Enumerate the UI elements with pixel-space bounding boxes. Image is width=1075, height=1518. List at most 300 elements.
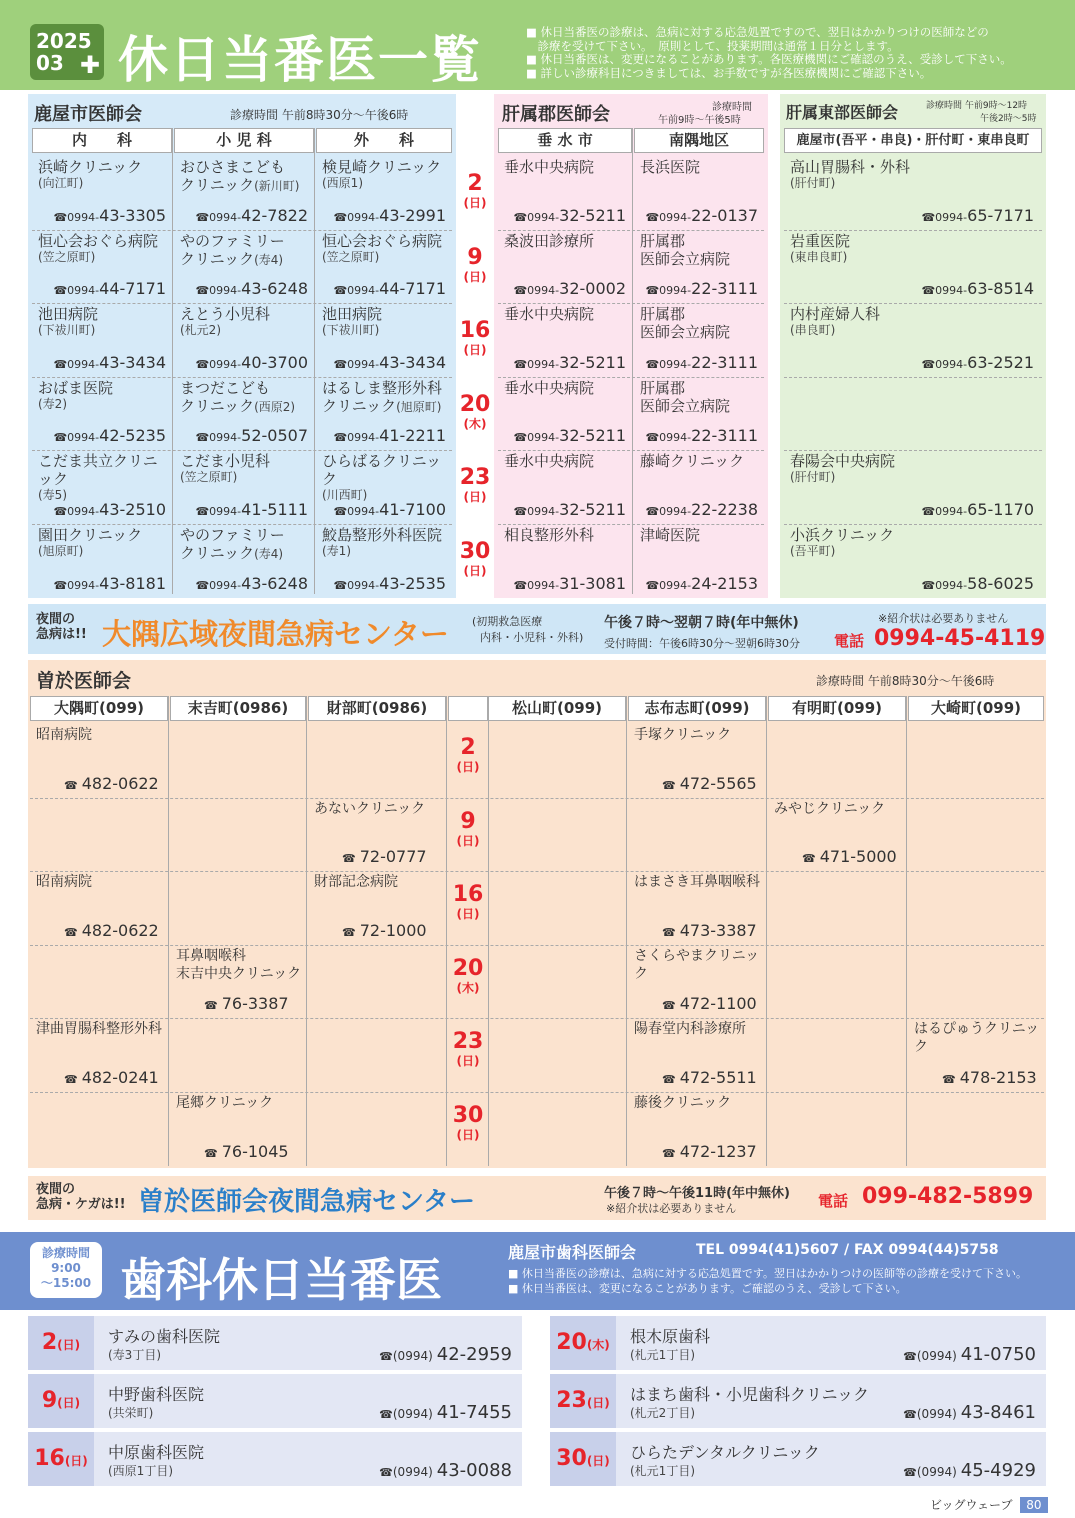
clinic-area: (札元2丁目) bbox=[630, 1406, 695, 1420]
lead-line-2: 急病は!! bbox=[36, 627, 87, 642]
date-day: 23 bbox=[459, 465, 491, 491]
clinic-name: 桑波田診療所 bbox=[504, 231, 595, 250]
phone-number[interactable] bbox=[379, 1344, 512, 1365]
clinic-name: 垂水中央病院 bbox=[504, 452, 595, 471]
center-sub bbox=[472, 614, 583, 646]
phone-icon: ☎ bbox=[942, 1072, 956, 1086]
column-header: 末吉町(0986) bbox=[170, 696, 306, 721]
clinic-name: さくらやまクリニック bbox=[634, 947, 760, 982]
column-divider bbox=[172, 128, 173, 594]
row-divider bbox=[498, 450, 764, 451]
phone-number[interactable] bbox=[379, 1402, 512, 1423]
phone-number[interactable] bbox=[645, 574, 758, 593]
phone-number[interactable] bbox=[662, 774, 757, 793]
tel-digits: 472-1100 bbox=[679, 994, 757, 1014]
badge-line: 診療時間 bbox=[41, 1246, 90, 1260]
doctor-cell bbox=[308, 947, 446, 1017]
phone-icon: ☎ bbox=[379, 1350, 393, 1363]
phone-number[interactable] bbox=[513, 353, 626, 372]
clinic-name: おばま医院 bbox=[38, 378, 114, 397]
clinic-name: まつだこども bbox=[180, 378, 271, 397]
phone-icon: ☎ bbox=[64, 778, 78, 792]
soo-night-center-banner bbox=[28, 1176, 1046, 1220]
date-weekday: (日) bbox=[57, 1396, 81, 1410]
row-divider bbox=[498, 230, 764, 231]
doctor-cell bbox=[32, 379, 172, 449]
doctor-cell bbox=[32, 452, 172, 522]
tel-prefix: ☎0994- bbox=[333, 578, 380, 592]
dental-date bbox=[550, 1374, 616, 1428]
phone-number[interactable] bbox=[903, 1402, 1036, 1423]
phone-number[interactable] bbox=[513, 426, 626, 445]
tel-prefix: ☎0994- bbox=[645, 284, 692, 298]
note-line: ■ 休日当番医の診療は、急病に対する応急処置ですので、翌日はかかりつけの医師などの bbox=[526, 25, 989, 39]
phone-number[interactable] bbox=[513, 500, 626, 519]
row-divider bbox=[498, 303, 764, 304]
dental-row bbox=[550, 1316, 1046, 1370]
row-divider bbox=[498, 377, 764, 378]
date-day: 30 bbox=[459, 539, 491, 564]
section-hours: 診療時間 午前8時30分～午後6時 bbox=[230, 108, 409, 122]
clinic-name: おひさまこども bbox=[180, 158, 286, 176]
phone-icon: ☎ bbox=[662, 925, 676, 939]
dental-row bbox=[550, 1432, 1046, 1486]
column-header: 鹿屋市(吾平・串良)・肝付町・東串良町 bbox=[784, 128, 1042, 153]
page-title: 休日当番医一覧 bbox=[118, 31, 482, 89]
doctor-cell bbox=[628, 1020, 766, 1090]
tel-digits: 22-2238 bbox=[691, 499, 758, 519]
clinic-name: 肝属郡 bbox=[640, 305, 686, 324]
section-hours-1: 診療時間 bbox=[712, 102, 752, 113]
phone-number[interactable] bbox=[64, 774, 159, 793]
clinic-name: 垂水中央病院 bbox=[504, 378, 595, 397]
clinic-area: (西原2) bbox=[254, 399, 296, 414]
clinic-name-2 bbox=[174, 397, 314, 415]
tel-digits: 43-6248 bbox=[241, 279, 308, 299]
date-weekday: (日) bbox=[586, 1396, 610, 1410]
doctor-cell bbox=[908, 873, 1044, 943]
phone-number[interactable] bbox=[645, 500, 758, 519]
doctor-cell bbox=[628, 726, 766, 796]
phone-icon: ☎ bbox=[64, 925, 78, 939]
phone-number[interactable] bbox=[53, 279, 166, 298]
date-day: 20 bbox=[452, 955, 484, 981]
doctor-cell bbox=[498, 526, 632, 596]
clinic-name: 池田病院 bbox=[322, 305, 383, 324]
section-title: 鹿屋市医師会 bbox=[34, 104, 142, 125]
column-header: 志布志町(099) bbox=[628, 696, 766, 721]
row-divider bbox=[32, 303, 452, 304]
tel-label: 電話 bbox=[834, 632, 865, 650]
phone-number[interactable] bbox=[204, 1142, 289, 1161]
dental-banner bbox=[0, 1232, 1075, 1310]
phone-number[interactable] bbox=[921, 574, 1034, 593]
tel-number[interactable]: 099-482-5899 bbox=[862, 1184, 1034, 1209]
badge-line: 9:00 bbox=[51, 1261, 81, 1275]
night-center-banner bbox=[28, 604, 1046, 654]
column-divider bbox=[168, 696, 169, 1166]
date-day: 2 bbox=[467, 171, 483, 196]
date-label bbox=[448, 957, 488, 995]
row-divider bbox=[784, 377, 1042, 378]
phone-number[interactable] bbox=[53, 426, 166, 445]
date-label bbox=[448, 736, 488, 774]
tel-digits: 482-0622 bbox=[81, 920, 159, 940]
phone-number[interactable] bbox=[195, 426, 308, 445]
clinic-name: ひらばるクリニック bbox=[322, 452, 442, 489]
phone-number[interactable] bbox=[645, 206, 758, 225]
tel-digits: 32-5211 bbox=[559, 205, 626, 225]
dental-title: 歯科休日当番医 bbox=[120, 1253, 442, 1307]
dental-contact: TEL 0994(41)5607 / FAX 0994(44)5758 bbox=[696, 1242, 999, 1258]
row-divider bbox=[30, 798, 1044, 799]
tel-number[interactable]: 0994-45-4119 bbox=[874, 626, 1046, 651]
dental-row bbox=[28, 1432, 522, 1486]
phone-number[interactable] bbox=[64, 921, 159, 940]
phone-icon: ☎ bbox=[662, 1072, 676, 1086]
date-label bbox=[455, 246, 495, 284]
tel-prefix: ☎0994- bbox=[333, 210, 380, 224]
doctor-cell bbox=[628, 873, 766, 943]
doctor-cell bbox=[908, 800, 1044, 870]
clinic-name: 恒心会おぐら病院 bbox=[38, 231, 159, 250]
tel-prefix: ☎0994- bbox=[53, 357, 100, 371]
clinic-name-2: 医師会立病院 bbox=[640, 323, 731, 342]
clinic-name: こだま小児科 bbox=[180, 452, 271, 471]
clinic-area: (笠之原町) bbox=[38, 249, 96, 264]
clinic-name-2 bbox=[174, 176, 314, 194]
phone-number[interactable] bbox=[513, 279, 626, 298]
clinic-name: 検見崎クリニック bbox=[322, 158, 442, 176]
clinic-name: はるぴゅうクリニック bbox=[914, 1021, 1040, 1056]
doctor-cell bbox=[316, 452, 452, 522]
doctor-cell bbox=[308, 726, 446, 796]
row-divider bbox=[32, 230, 452, 231]
date-weekday: (日) bbox=[586, 1454, 610, 1468]
header-banner bbox=[0, 0, 1075, 90]
tel-prefix: ☎0994- bbox=[333, 504, 380, 518]
tel-digits: 72-1000 bbox=[359, 920, 427, 940]
clinic-name: 根木原歯科 bbox=[630, 1327, 711, 1346]
clinic-area: (寿1) bbox=[322, 544, 351, 558]
clinic-name-2 bbox=[316, 397, 452, 415]
doctor-cell bbox=[170, 873, 306, 943]
date-label bbox=[455, 172, 495, 210]
phone-number[interactable] bbox=[195, 353, 308, 372]
note-line: ■ 休日当番医は、変更になることがあります。各医療機関にご確認のうえ、受診して下さい。 bbox=[526, 52, 1012, 66]
lead-line-2: 急病・ケガは!! bbox=[36, 1197, 126, 1212]
tel-digits: 44-7171 bbox=[99, 279, 166, 299]
tel-prefix: ☎0994- bbox=[645, 504, 692, 518]
row-divider bbox=[30, 945, 1044, 946]
column-divider bbox=[766, 696, 767, 1166]
doctor-cell bbox=[634, 232, 764, 302]
phone-number[interactable] bbox=[921, 279, 1034, 298]
tel-digits: 42-2959 bbox=[436, 1344, 512, 1365]
clinic-name: 春陽会中央病院 bbox=[790, 452, 896, 471]
doctor-cell bbox=[784, 379, 1040, 449]
clinic-name: あないクリニック bbox=[314, 800, 426, 817]
date-day: 16 bbox=[459, 318, 491, 344]
row-divider bbox=[498, 524, 764, 525]
tel-prefix: ☎0994- bbox=[195, 210, 242, 224]
plus-icon: ✚ bbox=[79, 51, 100, 79]
doctor-cell bbox=[30, 800, 168, 870]
date-day: 2 bbox=[41, 1330, 58, 1355]
tel-digits: 40-3700 bbox=[241, 352, 308, 372]
tel-label: 電話 bbox=[818, 1192, 849, 1210]
tel-digits: 52-0507 bbox=[241, 426, 308, 446]
date-label bbox=[448, 1104, 488, 1142]
clinic-name: 相良整形外科 bbox=[504, 526, 595, 544]
tel-digits: 24-2153 bbox=[691, 573, 758, 593]
header-notes bbox=[526, 26, 1066, 80]
tel-digits: 72-0777 bbox=[359, 847, 427, 867]
doctor-cell bbox=[768, 873, 906, 943]
column-header: 南隅地区 bbox=[634, 128, 764, 153]
column-header: 小 児 科 bbox=[174, 128, 314, 153]
tel-digits: 41-7100 bbox=[379, 499, 446, 519]
clinic-name-line2: クリニック bbox=[180, 544, 255, 562]
dental-notes bbox=[508, 1266, 1027, 1296]
phone-icon: ☎ bbox=[662, 999, 676, 1013]
clinic-area: (肝付町) bbox=[790, 176, 836, 190]
soo-section bbox=[28, 660, 1046, 1168]
phone-number[interactable] bbox=[333, 353, 446, 372]
phone-number[interactable] bbox=[195, 206, 308, 225]
tel-digits: 43-6248 bbox=[241, 573, 308, 593]
row-divider bbox=[32, 524, 452, 525]
tel-prefix: ☎0994- bbox=[195, 578, 242, 592]
doctor-cell bbox=[488, 800, 626, 870]
clinic-area: (札元1丁目) bbox=[630, 1348, 695, 1362]
clinic-area: (札元2) bbox=[180, 323, 221, 338]
row-divider bbox=[784, 303, 1042, 304]
footer bbox=[930, 1496, 1048, 1513]
date-label bbox=[455, 319, 495, 357]
phone-icon: ☎ bbox=[662, 778, 676, 792]
clinic-name-2 bbox=[174, 250, 314, 268]
date-day: 16 bbox=[452, 882, 484, 908]
phone-number[interactable] bbox=[903, 1344, 1036, 1365]
tel-prefix: ☎0994- bbox=[921, 578, 968, 592]
phone-number[interactable] bbox=[333, 279, 446, 298]
phone-number[interactable] bbox=[204, 994, 289, 1013]
phone-number[interactable] bbox=[942, 1068, 1037, 1087]
clinic-name: 中野歯科医院 bbox=[108, 1385, 205, 1404]
area-code: (0994) bbox=[916, 1465, 957, 1479]
date-day: 23 bbox=[556, 1388, 587, 1413]
phone-number[interactable] bbox=[333, 500, 446, 519]
phone-number[interactable] bbox=[333, 206, 446, 225]
clinic-area: (旭原町) bbox=[396, 399, 442, 414]
phone-number[interactable] bbox=[662, 994, 757, 1013]
clinic-area: (下祓川町) bbox=[322, 323, 380, 338]
phone-number[interactable] bbox=[802, 847, 897, 866]
phone-number[interactable] bbox=[195, 574, 308, 593]
phone-number[interactable] bbox=[513, 206, 626, 225]
doctor-cell bbox=[768, 800, 906, 870]
column-header: 内 科 bbox=[32, 128, 172, 153]
doctor-cell bbox=[308, 873, 446, 943]
note-line: ■ 休日当番医は、変更になることがあります。ご確認のうえ、受診して下さい。 bbox=[508, 1282, 907, 1295]
phone-number[interactable] bbox=[513, 574, 626, 593]
doctor-cell bbox=[170, 1094, 306, 1164]
date-weekday: (日) bbox=[463, 196, 487, 210]
doctor-cell bbox=[628, 947, 766, 1017]
clinic-area: (寿4) bbox=[254, 547, 284, 561]
east-section bbox=[780, 94, 1046, 598]
clinic-name: 昭南病院 bbox=[36, 727, 92, 743]
area-code: (0994) bbox=[916, 1349, 957, 1363]
tel-prefix: ☎0994- bbox=[513, 578, 560, 592]
page-number: 80 bbox=[1020, 1497, 1047, 1513]
phone-number[interactable] bbox=[53, 500, 166, 519]
tel-prefix: ☎0994- bbox=[645, 210, 692, 224]
date-weekday: (日) bbox=[57, 1338, 81, 1352]
clinic-name: 尾郷クリニック bbox=[176, 1095, 274, 1111]
lead-text bbox=[36, 612, 87, 642]
tel-digits: 43-2535 bbox=[379, 573, 446, 593]
phone-number[interactable] bbox=[662, 921, 757, 940]
tel-prefix: ☎0994- bbox=[53, 578, 100, 592]
dental-date bbox=[28, 1316, 94, 1370]
date-weekday: (木) bbox=[586, 1338, 610, 1352]
calendar-logo bbox=[30, 24, 104, 80]
note-line: 診療を受けて下さい。 原則として、投薬期間は通常１日分とします。 bbox=[526, 38, 899, 53]
column-header: 有明町(099) bbox=[768, 696, 906, 721]
clinic-name: 岩重医院 bbox=[790, 231, 851, 250]
date-weekday: (日) bbox=[64, 1454, 88, 1468]
phone-number[interactable] bbox=[64, 1068, 159, 1087]
phone-number[interactable] bbox=[379, 1460, 512, 1481]
tel-digits: 32-0002 bbox=[559, 279, 626, 299]
phone-number[interactable] bbox=[53, 353, 166, 372]
clinic-name-line2: クリニック bbox=[180, 249, 255, 268]
doctor-cell bbox=[498, 305, 632, 375]
tel-digits: 44-7171 bbox=[379, 279, 446, 299]
center-name: 大隅広域夜間急病センター bbox=[102, 617, 449, 651]
phone-number[interactable] bbox=[921, 353, 1034, 372]
phone-number[interactable] bbox=[645, 353, 758, 372]
month: 03 bbox=[36, 51, 64, 75]
date-weekday: (木) bbox=[463, 416, 487, 431]
date-label bbox=[448, 1030, 488, 1068]
doctor-cell bbox=[174, 232, 314, 302]
doctor-cell bbox=[174, 452, 314, 522]
phone-icon: ☎ bbox=[903, 1466, 917, 1479]
dental-date bbox=[28, 1432, 94, 1486]
column-divider bbox=[626, 696, 627, 1166]
row-divider bbox=[30, 1018, 1044, 1019]
clinic-name: 高山胃腸科・外科 bbox=[790, 158, 911, 176]
tel-prefix: ☎0994- bbox=[921, 504, 968, 518]
column-divider bbox=[446, 696, 447, 1166]
doctor-cell bbox=[174, 526, 314, 596]
date-weekday: (日) bbox=[463, 490, 487, 505]
doctor-cell bbox=[308, 1094, 446, 1164]
phone-number[interactable] bbox=[645, 279, 758, 298]
phone-number[interactable] bbox=[903, 1460, 1036, 1481]
tel-digits: 482-0241 bbox=[81, 1067, 159, 1087]
date-weekday: (木) bbox=[456, 980, 480, 995]
phone-number[interactable] bbox=[662, 1068, 757, 1087]
phone-number[interactable] bbox=[662, 1142, 757, 1161]
phone-number[interactable] bbox=[53, 206, 166, 225]
clinic-name: はるしま整形外科 bbox=[322, 378, 443, 397]
doctor-cell bbox=[908, 947, 1044, 1017]
phone-icon: ☎ bbox=[342, 852, 356, 866]
phone-number[interactable] bbox=[921, 206, 1034, 225]
clinic-name: 池田病院 bbox=[38, 305, 99, 324]
tel-prefix: ☎0994- bbox=[195, 357, 242, 371]
clinic-name-line2: クリニック bbox=[180, 396, 255, 415]
dental-row bbox=[28, 1374, 522, 1428]
tel-prefix: ☎0994- bbox=[53, 210, 100, 224]
phone-number[interactable] bbox=[342, 847, 427, 866]
dental-row bbox=[28, 1316, 522, 1370]
tel-digits: 43-3434 bbox=[379, 352, 446, 372]
tel-digits: 43-8461 bbox=[960, 1402, 1036, 1423]
phone-number[interactable] bbox=[333, 426, 446, 445]
tel-digits: 482-0622 bbox=[81, 773, 159, 793]
doctor-cell bbox=[634, 526, 764, 596]
date-label bbox=[455, 393, 495, 431]
tel-digits: 473-3387 bbox=[679, 920, 757, 940]
clinic-area: (東串良町) bbox=[790, 249, 848, 264]
phone-number[interactable] bbox=[333, 574, 446, 593]
clinic-name: やのファミリー bbox=[180, 526, 285, 544]
date-day: 2 bbox=[460, 735, 476, 760]
phone-number[interactable] bbox=[342, 921, 427, 940]
doctor-cell bbox=[170, 1020, 306, 1090]
tel-digits: 41-0750 bbox=[960, 1344, 1036, 1365]
clinic-name-2 bbox=[174, 544, 314, 562]
column-header: 大隅町(099) bbox=[30, 696, 168, 721]
phone-icon: ☎ bbox=[903, 1408, 917, 1421]
clinic-area: (向江町) bbox=[38, 176, 84, 190]
clinic-area: (川西町) bbox=[322, 488, 368, 503]
clinic-name: 垂水中央病院 bbox=[504, 305, 595, 324]
date-day: 20 bbox=[556, 1330, 587, 1355]
clinic-name: 藤崎クリニック bbox=[640, 452, 745, 471]
phone-number[interactable] bbox=[53, 574, 166, 593]
sub-line-2: 内科・小児科・外科) bbox=[480, 631, 584, 644]
column-divider bbox=[906, 696, 907, 1166]
clinic-area: (旭原町) bbox=[38, 544, 84, 558]
tel-digits: 58-6025 bbox=[967, 573, 1034, 593]
section-hours-2: 午後2時～5時 bbox=[980, 114, 1037, 124]
tel-digits: 43-2510 bbox=[99, 499, 166, 519]
clinic-name-2: 医師会立病院 bbox=[640, 396, 731, 415]
doctor-cell bbox=[634, 379, 764, 449]
column-header: 財部町(0986) bbox=[308, 696, 446, 721]
phone-number[interactable] bbox=[195, 500, 308, 519]
phone-icon: ☎ bbox=[903, 1350, 917, 1363]
date-weekday: (日) bbox=[463, 269, 487, 284]
clinic-name: 津崎医院 bbox=[640, 526, 701, 544]
date-label bbox=[448, 883, 488, 921]
tel-prefix: ☎0994- bbox=[921, 210, 968, 224]
clinic-name: えとう小児科 bbox=[180, 305, 271, 324]
tel-digits: 41-2211 bbox=[379, 426, 446, 446]
phone-number[interactable] bbox=[921, 500, 1034, 519]
column-header: 松山町(099) bbox=[488, 696, 626, 721]
phone-number[interactable] bbox=[195, 279, 308, 298]
row-divider bbox=[30, 1092, 1044, 1093]
phone-number[interactable] bbox=[645, 426, 758, 445]
clinic-name: はまち歯科・小児歯科クリニック bbox=[630, 1385, 870, 1404]
